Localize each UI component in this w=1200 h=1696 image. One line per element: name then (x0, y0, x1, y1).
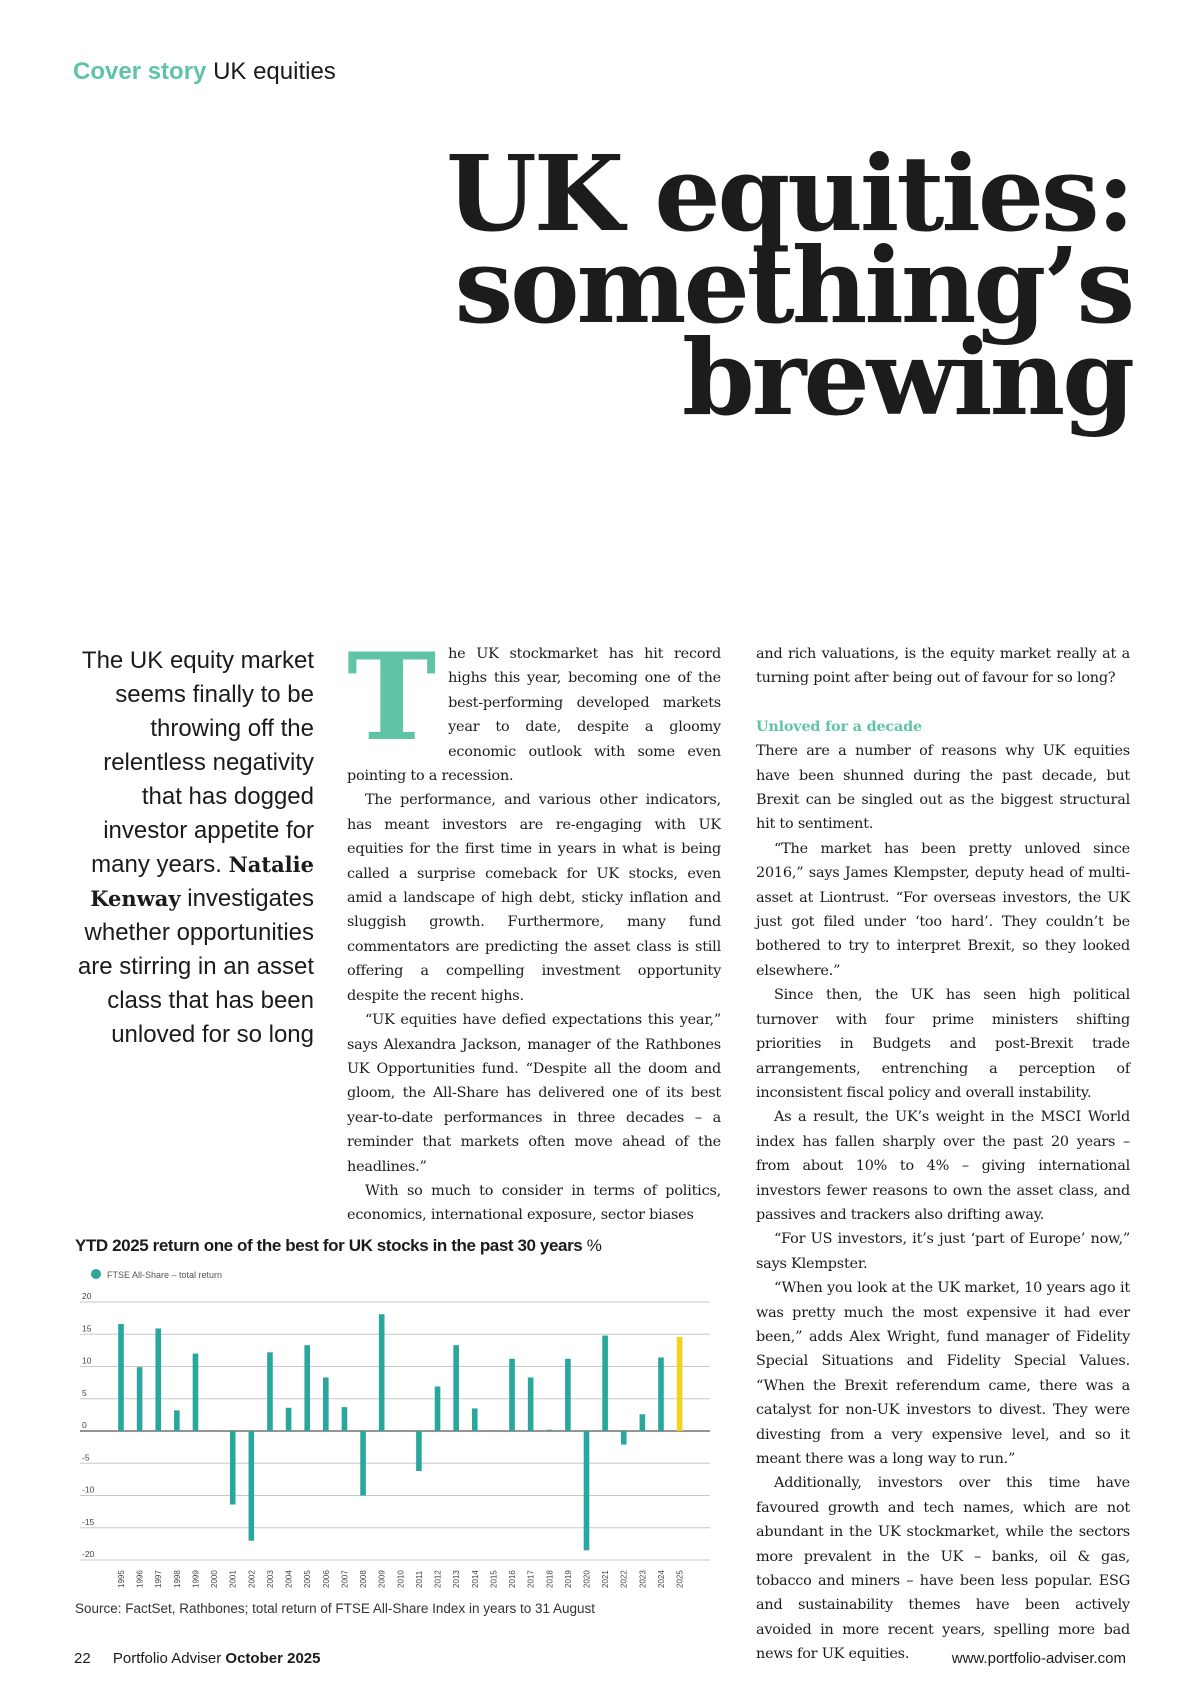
x-tick-label: 2013 (452, 1570, 462, 1588)
chart-title-text: YTD 2025 return one of the best for UK stocks in the past 30 years (75, 1236, 583, 1255)
x-tick-label: 2012 (433, 1570, 443, 1588)
bar-2016 (509, 1359, 515, 1431)
x-tick-label: 1996 (135, 1570, 145, 1588)
body-paragraph: The performance, and various other indicators, has meant investors are re-engaging with UK equities for the first time in years in what is being called a surprise comeback for UK stocks, even amid a landscape of high debt, sticky inflation and sluggish growth. Furthermore, many fund commentators are predicting the asset class is still offering a compelling investment opportunity despite the recent highs. (347, 792, 721, 1004)
x-tick-label: 2019 (563, 1570, 573, 1588)
author-name: Natalie Kenway (90, 852, 314, 911)
body-paragraph: There are a number of reasons why UK equities have been shunned during the past decade, but Brexit can be singled out as the biggest structural hit to sentiment. (756, 743, 1130, 833)
body-column-1 (347, 627, 721, 1228)
body-column-2 (756, 642, 1130, 1667)
chart-source: Source: FactSet, Rathbones; total return of FTSE All-Share Index in years to 31 August (75, 1601, 596, 1616)
bar-2015 (491, 1430, 497, 1431)
footer-url: www.portfolio-adviser.com (951, 1650, 1126, 1667)
y-tick-label: 20 (82, 1291, 92, 1301)
bar-2013 (453, 1345, 459, 1431)
body-paragraph: Since then, the UK has seen high political turnover with four prime ministers shifting priorities in Budgets and post-Brexit trade arrangements, entrenching a perception of inconsistent fiscal policy and overall instability. (756, 987, 1130, 1101)
bar-2021 (602, 1336, 608, 1431)
x-tick-label: 2006 (321, 1570, 331, 1588)
x-tick-label: 2008 (359, 1570, 369, 1588)
bar-chart (70, 1262, 710, 1592)
body-paragraph: With so much to consider in terms of politics, economics, international exposure, sector biases (347, 1182, 721, 1224)
headline-line-3: brewing (681, 316, 1132, 439)
bar-2006 (323, 1377, 329, 1431)
headline-line-1: UK equities: (446, 132, 1132, 255)
y-tick-label: -20 (82, 1549, 95, 1559)
x-tick-label: 2002 (247, 1570, 257, 1588)
x-tick-label: 2011 (414, 1570, 424, 1588)
bar-2001 (230, 1431, 236, 1505)
bar-1996 (137, 1367, 143, 1431)
y-tick-label: 10 (82, 1355, 92, 1366)
bar-1997 (155, 1328, 161, 1431)
bar-1995 (118, 1324, 124, 1431)
body-paragraph: As a result, the UK’s weight in the MSCI World index has fallen sharply over the past 20 years – from about 10% to 4% – giving international investors fewer reasons to own the asset class, and passives and trackers also drifting away. (756, 1109, 1130, 1223)
standfirst-text-2: investigates whether opportunities are stirring in an asset class that has been unloved for so long (77, 885, 314, 1048)
section-subhead: Unloved for a decade (756, 717, 922, 735)
bar-2024 (658, 1357, 664, 1431)
y-tick-label: -15 (82, 1516, 95, 1527)
x-tick-label: 2009 (377, 1570, 387, 1588)
magazine-name: Portfolio Adviser (112, 1650, 222, 1667)
x-tick-label: 2000 (210, 1570, 220, 1588)
x-tick-label: 2018 (545, 1570, 555, 1588)
x-tick-label: 2017 (526, 1570, 536, 1588)
bar-2017 (528, 1377, 534, 1431)
bar-2003 (267, 1352, 273, 1431)
topic-label: UK equities (213, 58, 336, 85)
footer-left (74, 1650, 320, 1667)
issue-date: October 2025 (225, 1650, 321, 1667)
legend-swatch (91, 1269, 101, 1279)
x-tick-label: 1998 (172, 1570, 182, 1588)
body-paragraph: The UK stockmarket has hit record highs this year, becoming one of the best-performing developed markets year to date, despite a gloomy economic outlook with some even pointing to a recession. (347, 627, 721, 785)
y-tick-label: -5 (82, 1452, 90, 1463)
headline-line-2: something’s (454, 224, 1132, 347)
section-kicker (73, 58, 336, 86)
x-tick-label: 2024 (656, 1570, 666, 1588)
x-tick-label: 2015 (489, 1570, 499, 1588)
bar-2005 (304, 1345, 310, 1431)
x-tick-label: 2025 (675, 1570, 685, 1588)
bar-2004 (286, 1408, 292, 1431)
bar-2011 (416, 1431, 422, 1471)
bar-2022 (621, 1431, 627, 1445)
y-tick-label: -10 (82, 1484, 95, 1495)
chart-title (75, 1236, 601, 1256)
bar-2012 (435, 1386, 441, 1431)
standfirst-text: The UK equity market seems finally to be throwing off the relentless negativity that has dogged investor appetite for many years. (81, 647, 314, 878)
bar-2018 (546, 1430, 552, 1431)
x-tick-label: 2005 (303, 1570, 313, 1588)
bar-2019 (565, 1359, 571, 1431)
standfirst (70, 644, 314, 1052)
x-tick-label: 1997 (154, 1570, 164, 1588)
body-paragraph: “The market has been pretty unloved since 2016,” says James Klempster, deputy head of multi-asset at Liontrust. “For overseas investors, the UK just got filed under ‘too hard’. They couldn’t be bothered to try to interpret Brexit, so they looked elsewhere.” (756, 840, 1130, 979)
x-tick-label: 1995 (117, 1570, 126, 1588)
x-tick-label: 2001 (228, 1570, 238, 1588)
body-paragraph: Additionally, investors over this time have favoured growth and tech names, which are not abundant in the UK stockmarket, while the sectors more prevalent in the UK – banks, oil & gas, tobacco and miners – have been less popular. ESG and sustainability themes have been actively avoided in more recent years, spelling more bad news for UK equities. (756, 1475, 1130, 1663)
bar-2002 (249, 1431, 255, 1541)
x-tick-label: 2021 (601, 1570, 611, 1588)
chart-unit: % (586, 1236, 602, 1255)
x-tick-label: 2003 (265, 1570, 275, 1588)
bar-2014 (472, 1408, 478, 1431)
bar-2025 (677, 1337, 683, 1431)
x-tick-label: 1999 (191, 1570, 201, 1588)
bar-2000 (211, 1430, 217, 1431)
article-headline (132, 132, 1132, 439)
bar-1999 (193, 1354, 199, 1431)
body-paragraph: “When you look at the UK market, 10 years ago it was pretty much the most expensive it had ever been,” adds Alex Wright, fund manager of Fidelity Special Situations and Fidelity Special Values. “When the Brexit referendum came, there was a catalyst for non-UK investors to divest. They were divesting from a very expensive level, and so it meant there was a long way to run.” (756, 1280, 1130, 1467)
x-tick-label: 2023 (638, 1570, 648, 1588)
bar-2023 (640, 1414, 646, 1431)
y-tick-label: 15 (82, 1323, 92, 1334)
x-tick-label: 2007 (340, 1570, 350, 1588)
x-tick-label: 2010 (396, 1570, 406, 1588)
page-number: 22 (74, 1650, 91, 1667)
legend-label: FTSE All-Share – total return (107, 1270, 223, 1280)
bar-2020 (584, 1431, 590, 1550)
bar-2009 (379, 1314, 385, 1431)
body-paragraph: “For US investors, it’s just ‘part of Europe’ now,” says Klempster. (756, 1231, 1130, 1272)
y-tick-label: 0 (82, 1420, 87, 1430)
section-label: Cover story (73, 58, 207, 85)
bar-2007 (342, 1407, 348, 1431)
y-tick-label: 5 (82, 1387, 87, 1398)
body-paragraph: and rich valuations, is the equity market really at a turning point after being out of favour for so long? (756, 646, 1130, 687)
x-tick-label: 2020 (582, 1570, 592, 1588)
bar-2010 (398, 1430, 404, 1431)
drop-cap: T (347, 627, 437, 768)
bar-1998 (174, 1410, 180, 1431)
x-tick-label: 2016 (508, 1570, 518, 1588)
x-tick-label: 2022 (619, 1570, 629, 1588)
x-tick-label: 2004 (284, 1570, 294, 1588)
bar-2008 (360, 1431, 366, 1496)
body-paragraph: “UK equities have defied expectations this year,” says Alexandra Jackson, manager of the Rathbones UK Opportunities fund. “Despite all the doom and gloom, the All-Share has delivered one of its best year-to-date performances in three decades – a reminder that markets often move ahead of the headlines.” (347, 1012, 721, 1175)
x-tick-label: 2014 (470, 1570, 480, 1588)
